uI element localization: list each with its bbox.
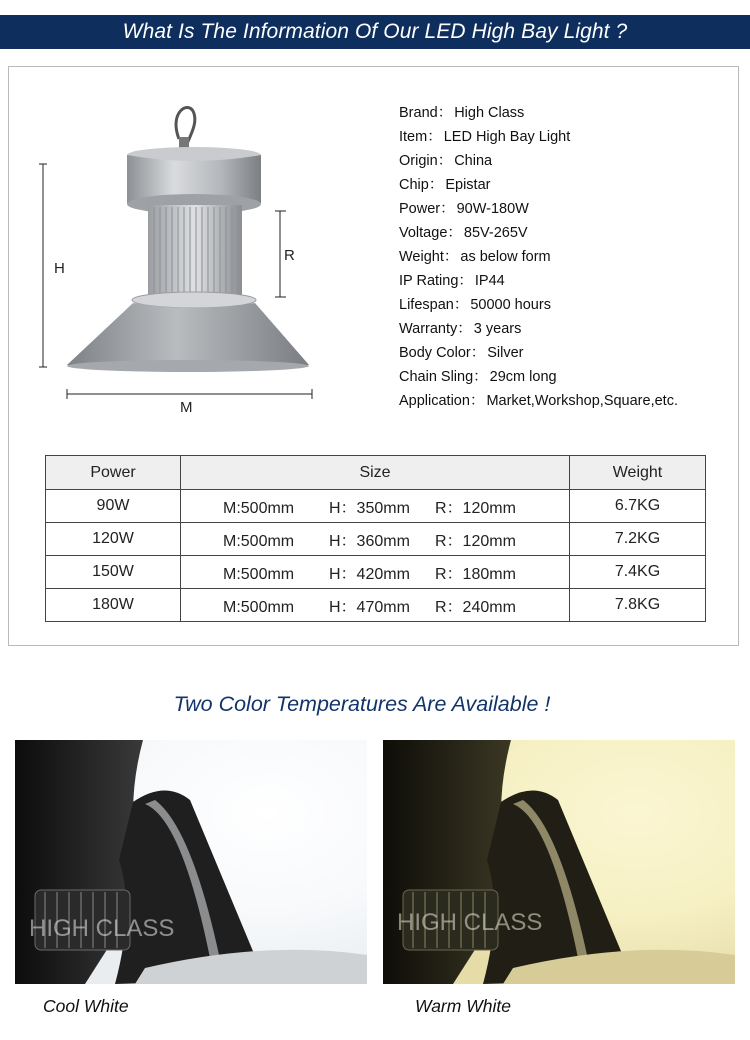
size-m: M:500mm (223, 598, 295, 616)
size-cell (181, 556, 570, 589)
table-row (46, 523, 706, 556)
spec-item-item: Item： LED High Bay Light (399, 129, 571, 145)
table-row (46, 589, 706, 622)
size-r: R：180mm (435, 565, 516, 583)
spec-item-power: Power： 90W-180W (399, 201, 529, 217)
height-label: H (54, 260, 65, 277)
power-cell: 180W (46, 589, 181, 622)
radius-label: R (284, 247, 295, 264)
size-cell (181, 589, 570, 622)
watermark-text: HIGH CLASS (29, 915, 175, 942)
table-row (46, 490, 706, 523)
size-m: M:500mm (223, 565, 295, 583)
diameter-label: M (180, 399, 193, 416)
height-dimension-line (39, 164, 47, 367)
size-m: M:500mm (223, 499, 295, 517)
spec-item-lifespan: Lifespan： 50000 hours (399, 297, 551, 313)
size-m: M:500mm (223, 532, 295, 550)
header-size: Size (181, 456, 570, 490)
size-r: R：240mm (435, 598, 516, 616)
header-weight: Weight (570, 456, 706, 490)
header-banner (0, 15, 750, 49)
table-row (46, 556, 706, 589)
spec-item-ip-rating: IP Rating： IP44 (399, 273, 505, 289)
watermark-text: HIGH CLASS (397, 909, 543, 936)
size-weight-table (45, 455, 706, 622)
cool-white-photo (15, 740, 367, 984)
weight-cell: 7.2KG (570, 523, 706, 556)
spec-item-origin: Origin： China (399, 153, 493, 169)
weight-cell: 7.4KG (570, 556, 706, 589)
table-header-row (46, 456, 706, 490)
spec-item-warranty: Warranty： 3 years (399, 321, 522, 337)
color-temperatures-title: Two Color Temperatures Are Available ! (173, 692, 551, 716)
size-h: H：350mm (329, 499, 410, 517)
size-h: H：470mm (329, 598, 410, 616)
banner-title: What Is The Information Of Our LED High Bay Light ? (122, 20, 628, 43)
size-h: H：420mm (329, 565, 410, 583)
size-r: R：120mm (435, 532, 516, 550)
diameter-dimension-line (67, 389, 312, 399)
weight-cell: 6.7KG (570, 490, 706, 523)
spec-item-chain-sling: Chain Sling： 29cm long (399, 369, 557, 385)
spec-item-application: Application： Market,Workshop,Square,etc. (399, 393, 678, 409)
high-bay-lamp-diagram (9, 67, 409, 507)
power-cell: 150W (46, 556, 181, 589)
spec-item-chip: Chip： Epistar (399, 177, 491, 193)
header-power: Power (46, 456, 181, 490)
warm-white-photo (383, 740, 735, 984)
spec-item-body-color: Body Color： Silver (399, 345, 524, 361)
warm-white-caption: Warm White (415, 996, 511, 1016)
size-r: R：120mm (435, 499, 516, 517)
spec-item-brand: Brand： High Class (399, 105, 525, 121)
size-cell (181, 490, 570, 523)
cool-white-caption: Cool White (43, 996, 129, 1016)
power-cell: 90W (46, 490, 181, 523)
hook-icon (176, 107, 195, 151)
spec-item-weight: Weight： as below form (399, 249, 551, 265)
spec-list (399, 104, 678, 416)
spec-item-voltage: Voltage： 85V-265V (399, 225, 528, 241)
power-cell: 120W (46, 523, 181, 556)
size-h: H：360mm (329, 532, 410, 550)
product-info-panel (8, 66, 739, 646)
weight-cell: 7.8KG (570, 589, 706, 622)
size-cell (181, 523, 570, 556)
